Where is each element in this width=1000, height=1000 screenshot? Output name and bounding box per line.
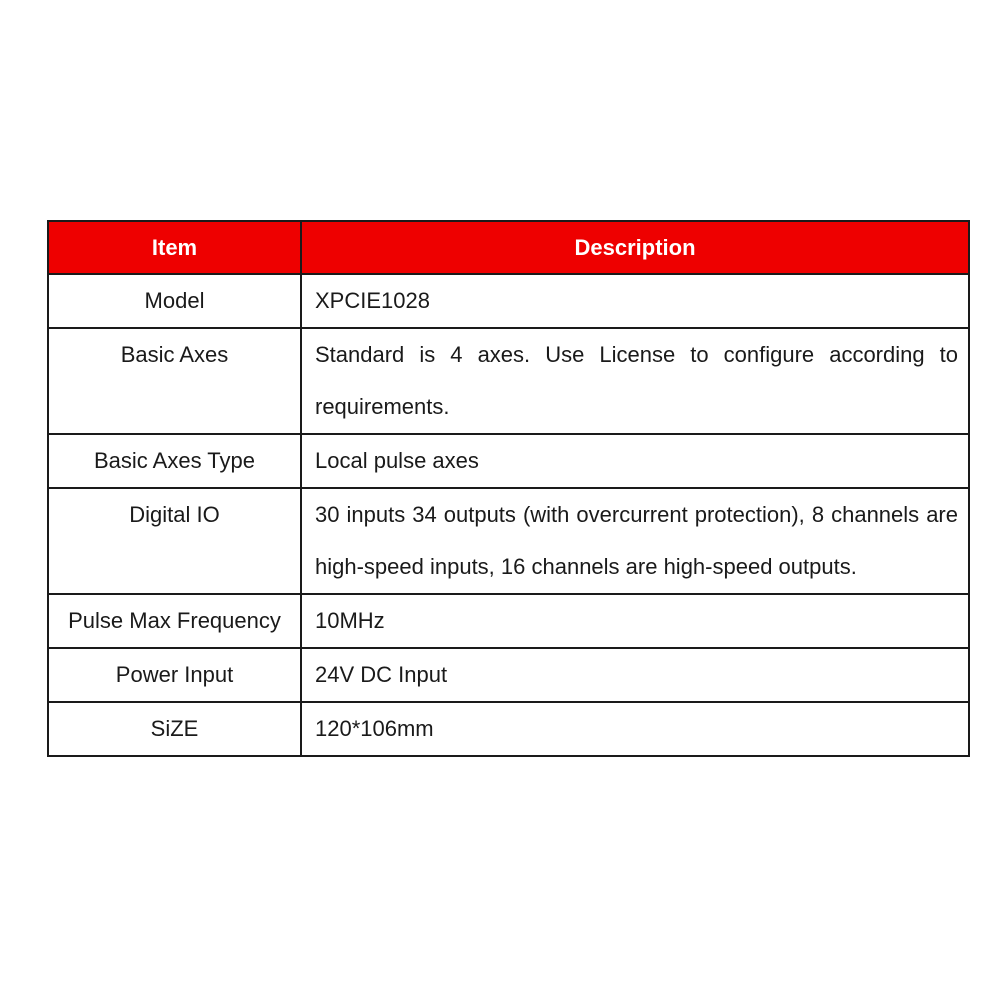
row-size-description: 120*106mm xyxy=(301,702,969,756)
table-row xyxy=(48,328,969,434)
row-basic-axes-type-description: Local pulse axes xyxy=(301,434,969,488)
row-power-input-item: Power Input xyxy=(48,648,301,702)
row-digital-io-description: 30 inputs 34 outputs (with overcurrent protection), 8 channels are high-speed inputs, 16 channels are high-speed outputs. xyxy=(301,488,969,594)
row-power-input-description: 24V DC Input xyxy=(301,648,969,702)
row-basic-axes-item: Basic Axes xyxy=(48,328,301,434)
table-row xyxy=(48,702,969,756)
row-pulse-max-frequency-description: 10MHz xyxy=(301,594,969,648)
row-basic-axes-description: Standard is 4 axes. Use License to configure according to requirements. xyxy=(301,328,969,434)
header-row xyxy=(48,221,969,274)
table-row xyxy=(48,434,969,488)
table-row xyxy=(48,594,969,648)
table-header xyxy=(48,221,969,274)
table-row xyxy=(48,488,969,594)
row-basic-axes-type-item: Basic Axes Type xyxy=(48,434,301,488)
row-digital-io-item: Digital IO xyxy=(48,488,301,594)
row-model-description: XPCIE1028 xyxy=(301,274,969,328)
row-pulse-max-frequency-item: Pulse Max Frequency xyxy=(48,594,301,648)
row-model-item: Model xyxy=(48,274,301,328)
header-item: Item xyxy=(48,221,301,274)
spec-table xyxy=(47,220,970,757)
table-row xyxy=(48,274,969,328)
table-body xyxy=(48,274,969,756)
header-description: Description xyxy=(301,221,969,274)
row-size-item: SiZE xyxy=(48,702,301,756)
table-row xyxy=(48,648,969,702)
